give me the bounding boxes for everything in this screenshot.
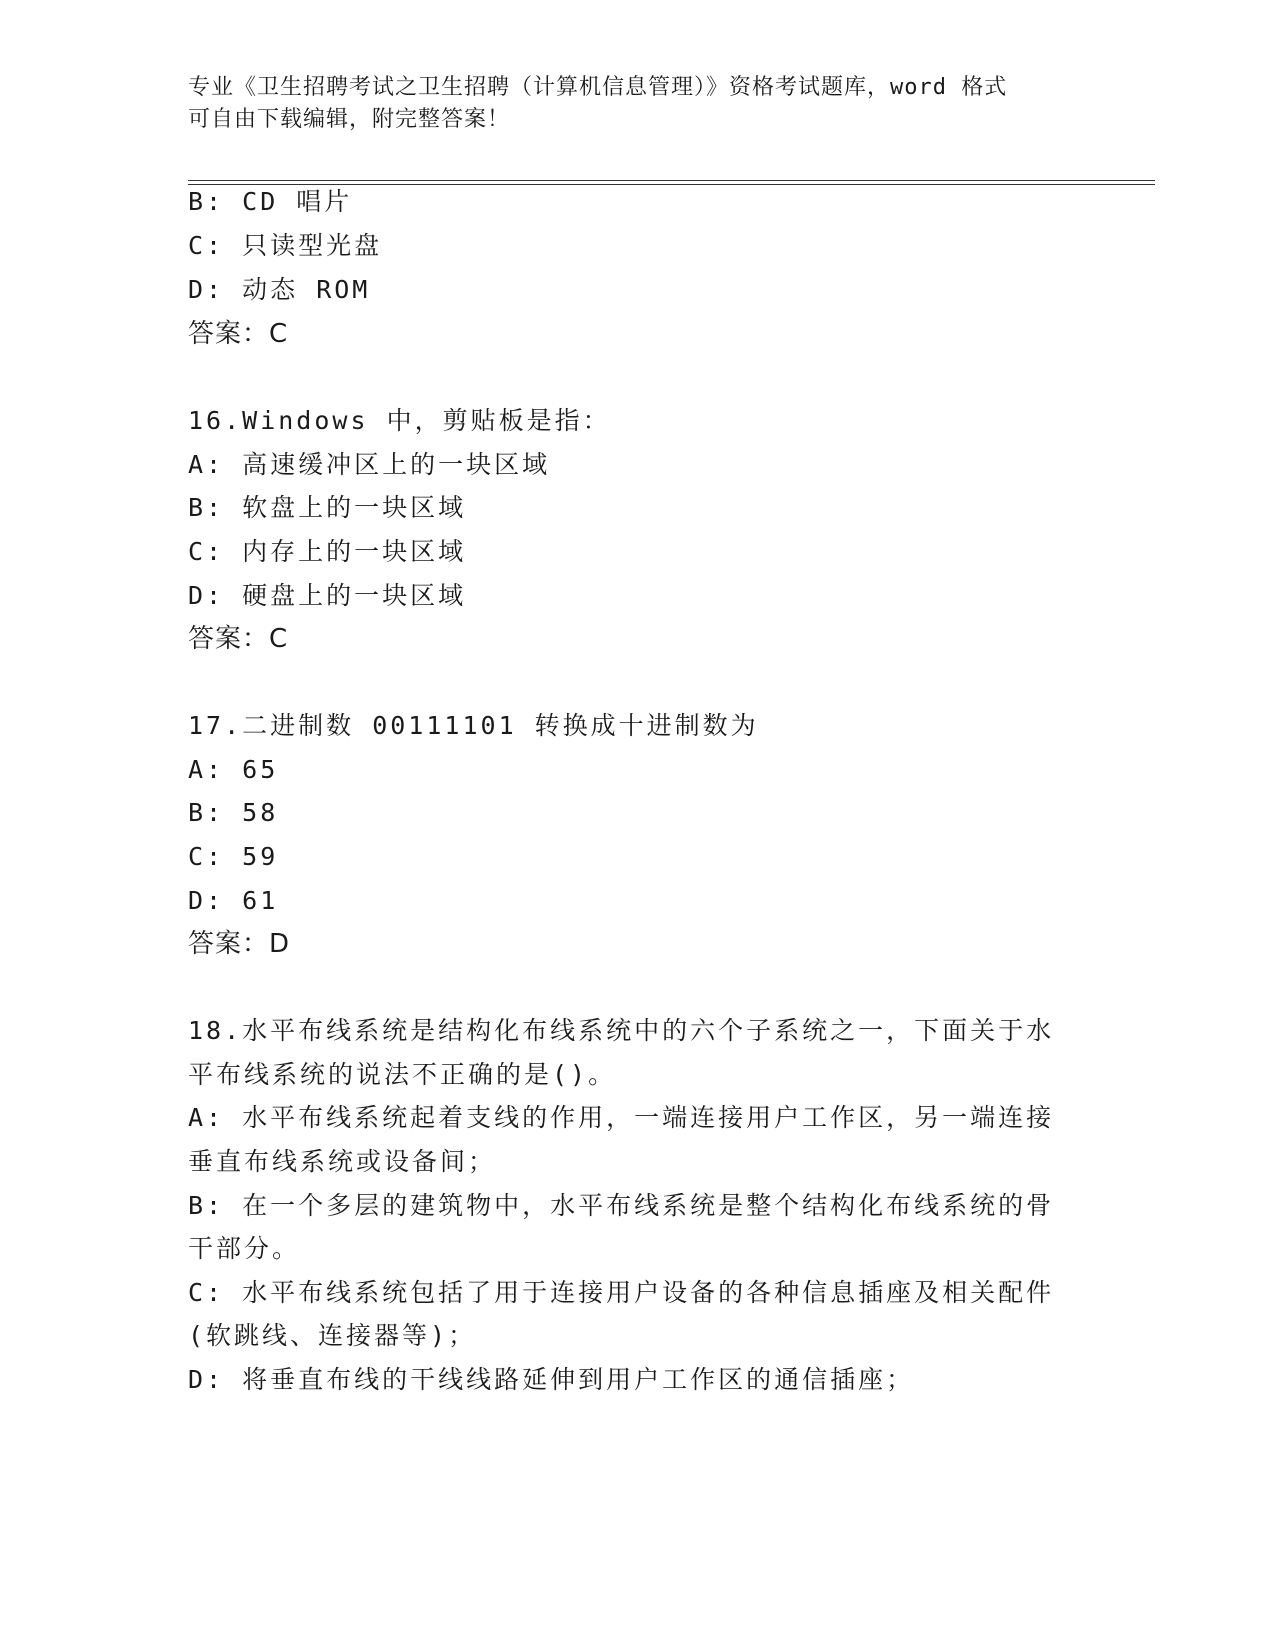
q17-option-a: A: 65 bbox=[188, 755, 279, 784]
q17-answer: 答案：D bbox=[188, 929, 291, 959]
q15-option-c: C: 只读型光盘 bbox=[188, 231, 383, 260]
q18-option-a-line-2: 垂直布线系统或设备间； bbox=[188, 1147, 497, 1176]
q18-option-b-line-2: 干部分。 bbox=[188, 1234, 301, 1263]
header-line-2: 可自由下载编辑，附完整答案！ bbox=[188, 107, 511, 132]
q15-option-d: D: 动态 ROM bbox=[188, 275, 371, 304]
q18-option-a-line-1: A: 水平布线系统起着支线的作用，一端连接用户工作区，另一端连接 bbox=[188, 1103, 1055, 1132]
q16-option-c: C: 内存上的一块区域 bbox=[188, 537, 467, 566]
header-line-1: 专业《卫生招聘考试之卫生招聘（计算机信息管理）》资格考试题库，word 格式 bbox=[188, 75, 1008, 100]
q17-stem: 17.二进制数 00111101 转换成十进制数为 bbox=[188, 711, 759, 740]
q17-option-b: B: 58 bbox=[188, 798, 279, 827]
q18-option-b-line-1: B: 在一个多层的建筑物中，水平布线系统是整个结构化布线系统的骨 bbox=[188, 1191, 1055, 1220]
q16-option-b: B: 软盘上的一块区域 bbox=[188, 493, 467, 522]
q17-option-c: C: 59 bbox=[188, 842, 279, 871]
q15-option-b: B: CD 唱片 bbox=[188, 187, 353, 216]
q16-option-a: A: 高速缓冲区上的一块区域 bbox=[188, 450, 551, 479]
q15-answer: 答案：C bbox=[188, 319, 289, 349]
header-divider-bottom bbox=[188, 184, 1155, 185]
q16-option-d: D: 硬盘上的一块区域 bbox=[188, 581, 467, 610]
q18-option-d: D: 将垂直布线的干线线路延伸到用户工作区的通信插座； bbox=[188, 1365, 915, 1394]
q18-stem-line-2: 平布线系统的说法不正确的是()。 bbox=[188, 1060, 617, 1089]
q18-option-c-line-2: (软跳线、连接器等)； bbox=[188, 1321, 477, 1350]
q16-answer: 答案：C bbox=[188, 624, 289, 654]
q16-stem: 16.Windows 中，剪贴板是指： bbox=[188, 406, 611, 435]
document-header bbox=[188, 72, 1068, 136]
q18-option-c-line-1: C: 水平布线系统包括了用于连接用户设备的各种信息插座及相关配件 bbox=[188, 1278, 1055, 1307]
q18-stem-line-1: 18.水平布线系统是结构化布线系统中的六个子系统之一，下面关于水 bbox=[188, 1016, 1055, 1045]
header-divider-top bbox=[188, 180, 1155, 181]
q17-option-d: D: 61 bbox=[188, 886, 279, 915]
